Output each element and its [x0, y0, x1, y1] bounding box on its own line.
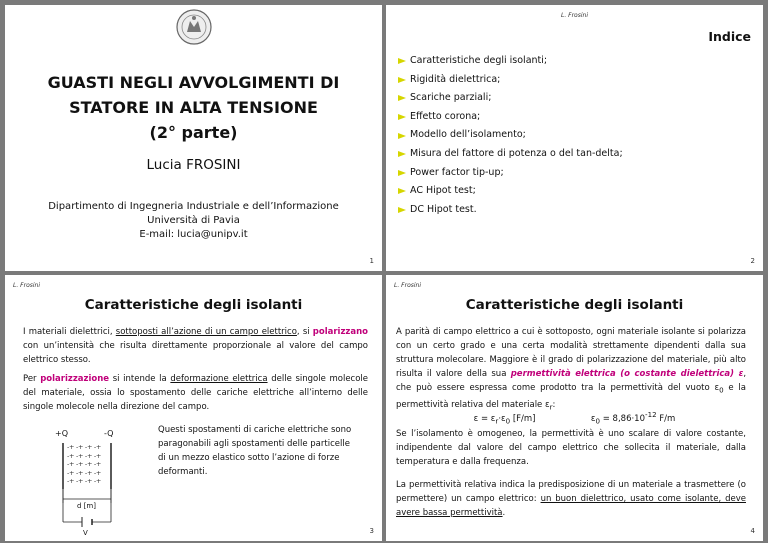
- label-distance: d [m]: [77, 502, 96, 510]
- bullet-icon: [398, 169, 406, 177]
- affiliation: [5, 200, 382, 242]
- bullet-icon: [398, 132, 406, 140]
- label-voltage: V: [83, 529, 88, 537]
- bullet-icon: [398, 57, 406, 65]
- university-seal-icon: [176, 8, 212, 46]
- bullet-icon: [398, 150, 406, 158]
- list-item: AC Hipot test;: [398, 182, 623, 201]
- page-number: 4: [750, 527, 755, 535]
- paragraph-3: Questi spostamenti di cariche elettriche sono paragonabili agli spostamenti delle particelle di un mezzo elastico sotto l’azione di forze deformanti.: [158, 425, 352, 477]
- index-list: [398, 52, 623, 219]
- list-item: Scariche parziali;: [398, 89, 623, 108]
- page-number: 1: [369, 257, 374, 265]
- page-number: 2: [750, 257, 755, 265]
- department: Dipartimento di Ingegneria Industriale e dell’Informazione: [48, 201, 339, 212]
- slide-1: [5, 5, 382, 271]
- permittivity-equation: $\varepsilon = \varepsilon_r\cdot\varepsilon_0$ [F/m] $\varepsilon_0 = 8,86\cdot 10^{-12}$ F/m: [473, 410, 676, 426]
- slide-title: Caratteristiche degli isolanti: [465, 297, 684, 313]
- paragraph-2: Se l’isolamento è omogeneo, la permettività è uno scalare di valore costante, indipendente dal valore del campo elettrico che sollecita il materiale, dalla temperatura e dalla frequenza.: [396, 429, 746, 467]
- title-line-3: (2° parte): [149, 123, 238, 142]
- label-minus-q: -Q: [104, 429, 114, 438]
- list-item: Modello dell’isolamento;: [398, 126, 623, 145]
- bullet-icon: [398, 76, 406, 84]
- list-item: Effetto corona;: [398, 108, 623, 127]
- list-item: Rigidità dielettrica;: [398, 71, 623, 90]
- author-tag: L. Frosini: [13, 282, 41, 289]
- paragraph-3: La permettività relativa indica la predisposizione di un materiale a trasmettere (o permettere) un campo elettrico: un buon dielettrico, usato come isolante, deve avere bassa permettività.: [396, 480, 746, 518]
- polarization-diagram: [55, 425, 150, 540]
- slide-title: Indice: [708, 29, 751, 44]
- author-tag: L. Frosini: [394, 282, 422, 289]
- slide-2: [386, 5, 763, 271]
- bullet-icon: [398, 187, 406, 195]
- bullet-icon: [398, 94, 406, 102]
- slide-4: [386, 275, 763, 541]
- dipole-grid: -+ -+ -+ -+ -+ -+ -+ -+ -+ -+ -+ -+ -+ -+ -+ -+ -+ -+ -+ -+: [67, 443, 102, 485]
- list-item: Power factor tip-up;: [398, 164, 623, 183]
- list-item: DC Hipot test.: [398, 201, 623, 220]
- list-item: Caratteristiche degli isolanti;: [398, 52, 623, 71]
- slide-title: Caratteristiche degli isolanti: [84, 297, 303, 313]
- email: E-mail: lucia@unipv.it: [139, 229, 248, 240]
- author-tag: L. Frosini: [560, 12, 588, 19]
- page-number: 3: [369, 527, 374, 535]
- bullet-icon: [398, 113, 406, 121]
- paragraph-2: Per polarizzazione si intende la deformazione elettrica delle singole molecole del materiale, ossia lo spostamento delle cariche elettriche all’interno delle singole molecole nella direzione del campo.: [23, 374, 369, 412]
- author-name: Lucia FROSINI: [146, 157, 241, 173]
- paragraph-1: A parità di campo elettrico a cui è sottoposto, ogni materiale isolante si polarizza con un certo grado e una certa modalità strettamente dipendenti dalla sua struttura molecolare. Maggiore è il grado di polarizzazione del materiale, più alto risulta il valore della sua permettività elettrica (o costante dielettrica) ε, che può essere espressa come prodotto tra la permettività del vuoto $\varepsilon_0$ e la permettività relativa del materiale $\varepsilon_r$:: [396, 327, 747, 412]
- slide-3: [5, 275, 382, 541]
- title-line-2: STATORE IN ALTA TENSIONE: [69, 98, 318, 117]
- title-line-1: GUASTI NEGLI AVVOLGIMENTI DI: [47, 73, 340, 92]
- bullet-icon: [398, 206, 406, 214]
- list-item: Misura del fattore di potenza o del tan-delta;: [398, 145, 623, 164]
- label-plus-q: +Q: [55, 429, 68, 438]
- paragraph-1: I materiali dielettrici, sottoposti all’azione di un campo elettrico, si polarizzano con un’intensità che risulta direttamente proporzionale al valore del campo elettrico stesso.: [23, 327, 368, 365]
- university: Università di Pavia: [147, 215, 240, 226]
